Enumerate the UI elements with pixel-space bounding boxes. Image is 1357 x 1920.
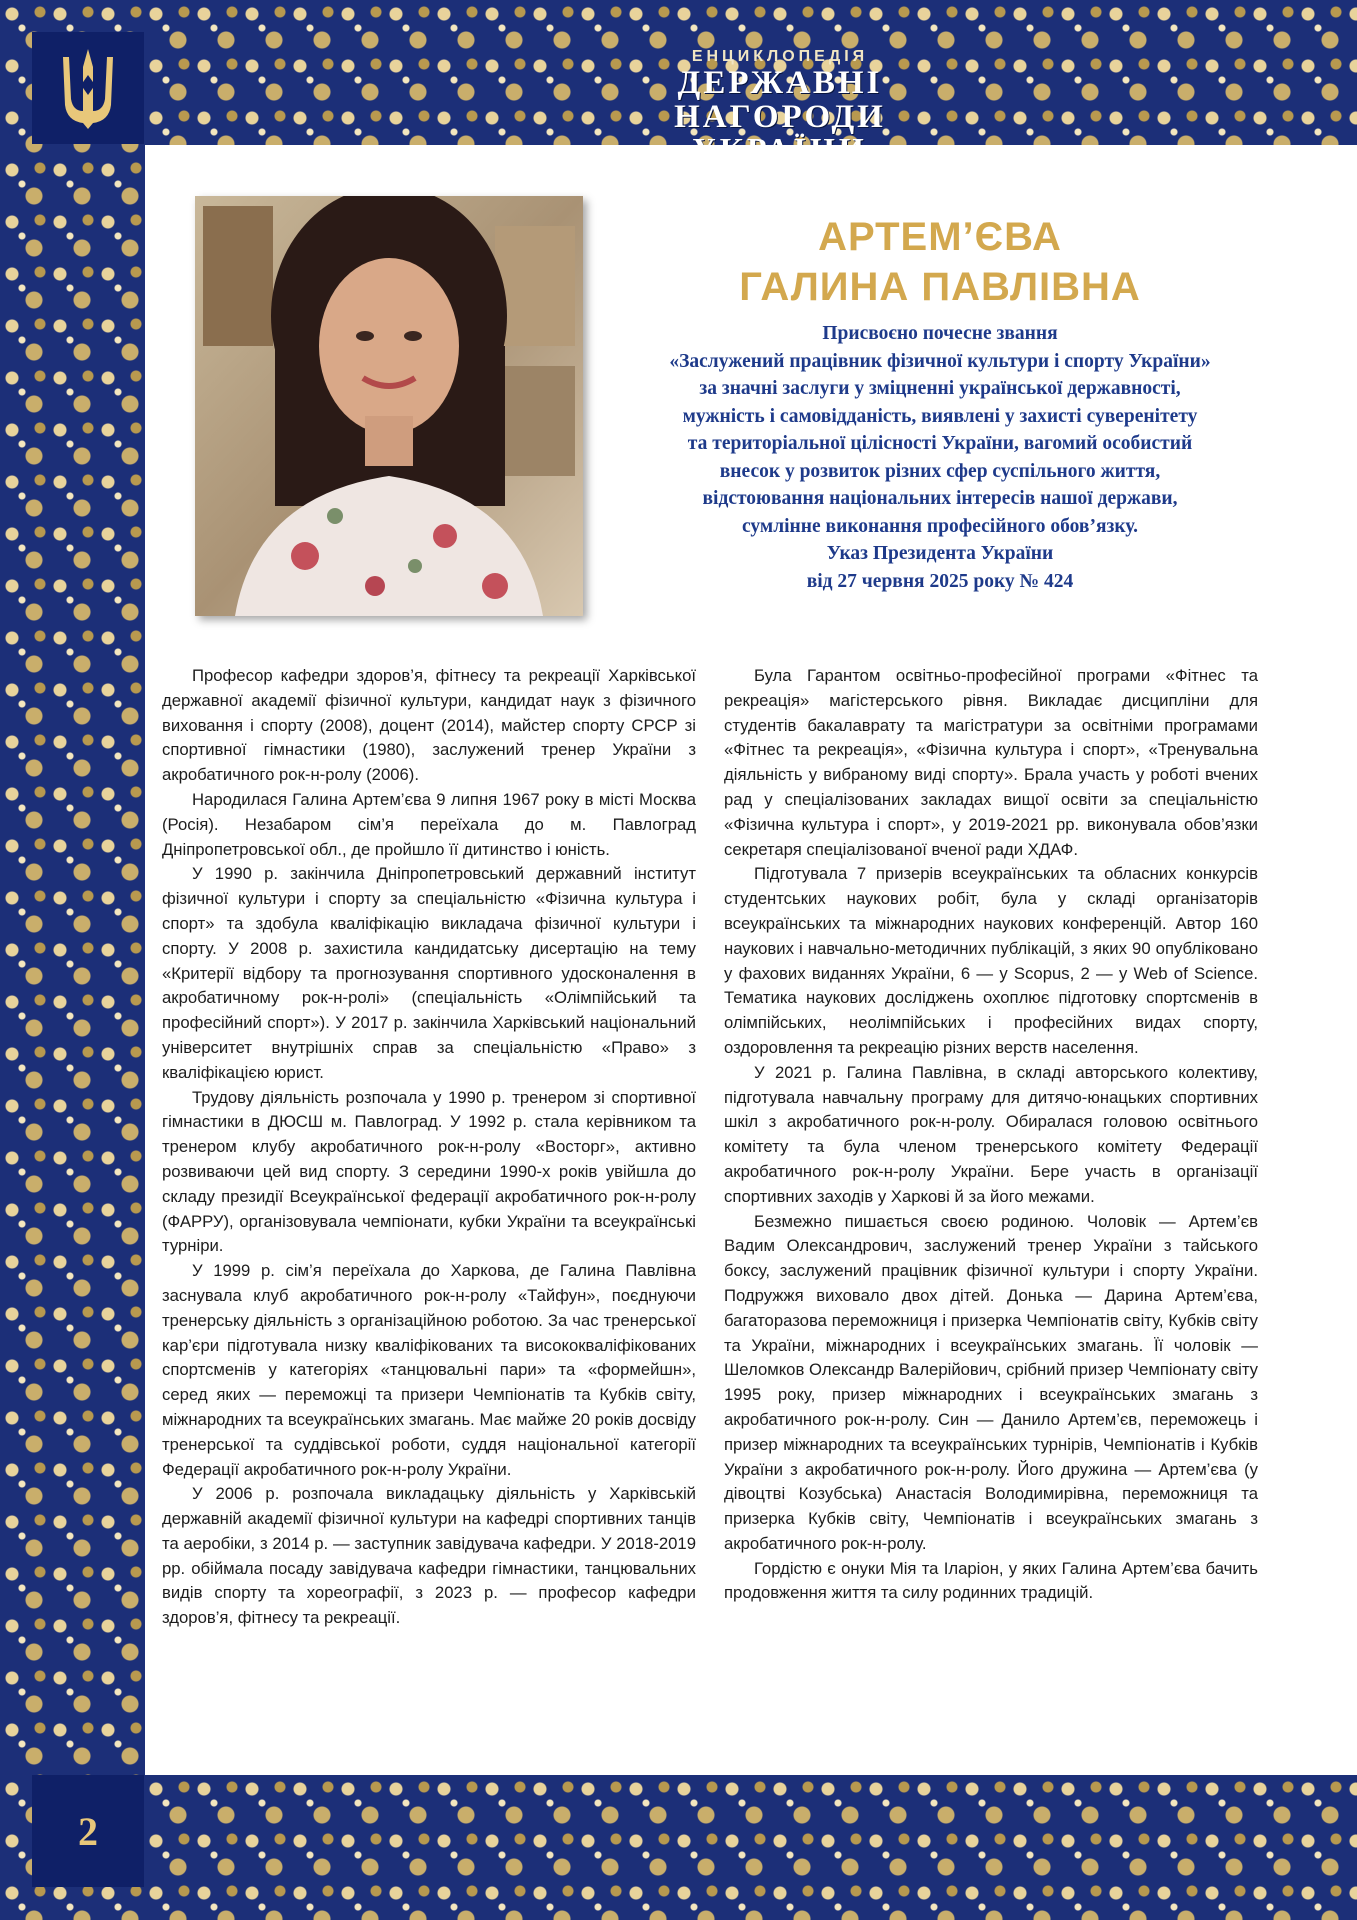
award-line: внесок у розвиток різних сфер суспільного життя, — [719, 460, 1161, 482]
award-line: за значні заслуги у зміцненні української державності, — [699, 378, 1181, 399]
biography-left-column — [162, 664, 696, 1631]
paragraph: У 2021 р. Галина Павлівна, в складі авторського колективу, підготувала навчальну програму для дитячо-юнацьких спортивних шкіл з акробатичного рок-н-ролу. Обиралася головою освітнього комітету та була членом тренерського комітету Федерації акробатичного рок-н-ролу України. Бере участь в організації спортивних заходів у Харкові й за його межами. — [724, 1062, 1258, 1206]
person-name — [650, 212, 1230, 312]
award-statement — [600, 320, 1280, 595]
award-line: сумлінне виконання професійного обов’язку. — [742, 515, 1138, 537]
paragraph: Гордістю є онуки Мія та Іларіон, у яких Галина Артем’єва бачить продовження життя та силу родинних традицій. — [724, 1558, 1258, 1603]
person-surname: АРТЕМ’ЄВА — [818, 215, 1062, 259]
paragraph: Народилася Галина Артем’єва 9 липня 1967 року в місті Москва (Росія). Незабаром сім’я переїхала до м. Павлоград Дніпропетровської обл., де пройшло її дитинство і юність. — [162, 789, 696, 859]
left-ornament-band — [0, 0, 145, 1920]
publication-title — [600, 48, 960, 148]
decree-date: від 27 червня 2025 року № 424 — [806, 570, 1074, 592]
paragraph: Професор кафедри здоров’я, фітнесу та рекреації Харківської державної академії фізичної культури, кандидат наук з фізичного виховання і спорту (2008), доцент (2014), майстер спорту СРСР зі спортивної гімнастики (1980), заслужений тренер України з акробатичного рок-н-ролу (2006). — [162, 666, 696, 785]
page-number-box — [32, 1775, 144, 1887]
page-number: 2 — [78, 1808, 98, 1854]
award-line: та територіальної цілісності України, вагомий особистий — [687, 433, 1193, 454]
header-line-encyclopedia: ЕНЦИКЛОПЕДІЯ — [691, 48, 869, 65]
biography-right-column — [724, 664, 1258, 1606]
portrait-photo — [195, 196, 583, 616]
bottom-ornament-band — [0, 1775, 1357, 1920]
award-line: відстоювання національних інтересів нашої держави, — [702, 488, 1178, 509]
award-line: Присвоєно почесне звання — [822, 323, 1058, 344]
paragraph: Трудову діяльність розпочала у 1990 р. тренером зі спортивної гімнастики в ДЮСШ м. Павлоград. У 1992 р. стала керівником та тренером клубу акробатичного рок-н-ролу «Восторг», активно розвиваючи цей вид спорту. З середини 1990-х років увійшла до складу президії Всеукраїнської федерації акробатичного рок-н-ролу (ФАРРУ), організовувала чемпіонати, кубки України та всеукраїнські турніри. — [162, 1087, 696, 1256]
paragraph: Безмежно пишається своєю родиною. Чоловік — Артем’єв Вадим Олександрович, заслужений тренер України з тайського боксу, заслужений працівник фізичної культури і спорту України. Подружжя виховало двох дітей. Донька — Дарина Артем’єва, багаторазова переможниця і призерка Чемпіонатів світу, Кубків світу та України, міжнародних і всеукраїнських змагань. Її чоловік — Шеломков Олександр Валерійович, срібний призер Чемпіонату світу 1995 року, призер міжнародних і всеукраїнських змагань з акробатичного рок-н-ролу. Син — Данило Артем’єв, переможець і призер міжнародних та всеукраїнських турнірів, Чемпіонатів і Кубків України з акробатичного рок-н-ролу. Його дружина — Артем’єва (у дівоцтві Козубська) Анастасія Володимирівна, переможниця та призерка Кубків світу, Чемпіонатів і всеукраїнських змагань з акробатичного рок-н-ролу. — [724, 1211, 1258, 1553]
paragraph: У 1999 р. сім’я переїхала до Харкова, де Галина Павлівна заснувала клуб акробатичного рок-н-ролу «Тайфун», поєднуючи тренерську діяльність з організаційною роботою. За час тренерської кар’єри підготувала низку кваліфікованих та висококваліфікованих спортсменів у категоріях «танцювальні пари» та «формейшн», серед яких — переможці та призери Чемпіонатів та Кубків світу, міжнародних та всеукраїнських змагань. Має майже 20 років досвіду тренерської та суддівської роботи, суддя національної категорії Федерації акробатичного рок-н-ролу України. — [162, 1261, 696, 1479]
paragraph: У 1990 р. закінчила Дніпропетровський державний інститут фізичної культури і спорту за спеціальністю «Фізична культура і спорт» та здобула кваліфікацію викладача фізичної культури і спорту. У 2008 р. захистила кандидатську дисертацію на тему «Критерії відбору та прогнозування спортивного удосконалення в акробатичному рок-н-ролі» (спеціальність «Олімпійський та професійний спорт»). У 2017 р. закінчила Харківський національний університет внутрішніх справ за спеціальністю «Право» з кваліфікацією юрист. — [162, 864, 696, 1082]
coat-of-arms-box — [32, 32, 144, 144]
award-line: мужність і самовідданість, виявлені у захисті суверенітету — [682, 405, 1198, 427]
paragraph: У 2006 р. розпочала викладацьку діяльність у Харківській державній академії фізичної культури на кафедрі спортивних танців та аеробіки, з 2014 р. — заступник завідувача кафедри. У 2018-2019 рр. обіймала посаду завідувача кафедри гімнастики, танцювальних видів спорту та хореографії, з 2023 р. — професор кафедри здоров’я, фітнесу та рекреації. — [162, 1484, 696, 1628]
decree-title: Указ Президента України — [826, 543, 1054, 564]
paragraph: Була Гарантом освітньо-професійної програми «Фітнес та рекреація» магістерського рівня. Викладає дисципліни для студентів бакалаврату та магістратури за освітніми програмами «Фітнес та рекреація», «Фізична культура і спорт», «Тренувальна діяльність у вибраному виді спорту». Брала участь у роботі вчених рад у спеціалізованих закладах вищої освіти за спеціальністю «Фізична культура і спорт», у 2019-2021 рр. виконувала обов’язки секретаря спеціалізованої вченої ради ХДАФ. — [724, 666, 1258, 859]
header-line-state-awards: ДЕРЖАВНІ НАГОРОДИ — [674, 65, 886, 135]
trident-emblem-icon — [53, 45, 123, 131]
paragraph: Підготувала 7 призерів всеукраїнських та обласних конкурсів студентських наукових робіт, була у складі організаторів всеукраїнських та міжнародних наукових конференцій. Автор 160 наукових і навчально-методичних публікацій, з яких 90 опубліковано у фахових виданнях України, 6 — у Scopus, 2 — у Web of Science. Тематика наукових досліджень охоплює підготовку спортсменів в олімпійських, неолімпійських і професійних видах спорту, оздоровлення та рекреацію різних верств населення. — [724, 864, 1258, 1057]
award-line: «Заслужений працівник фізичної культури і спорту України» — [669, 350, 1211, 372]
person-given-names: ГАЛИНА ПАВЛІВНА — [739, 265, 1141, 309]
